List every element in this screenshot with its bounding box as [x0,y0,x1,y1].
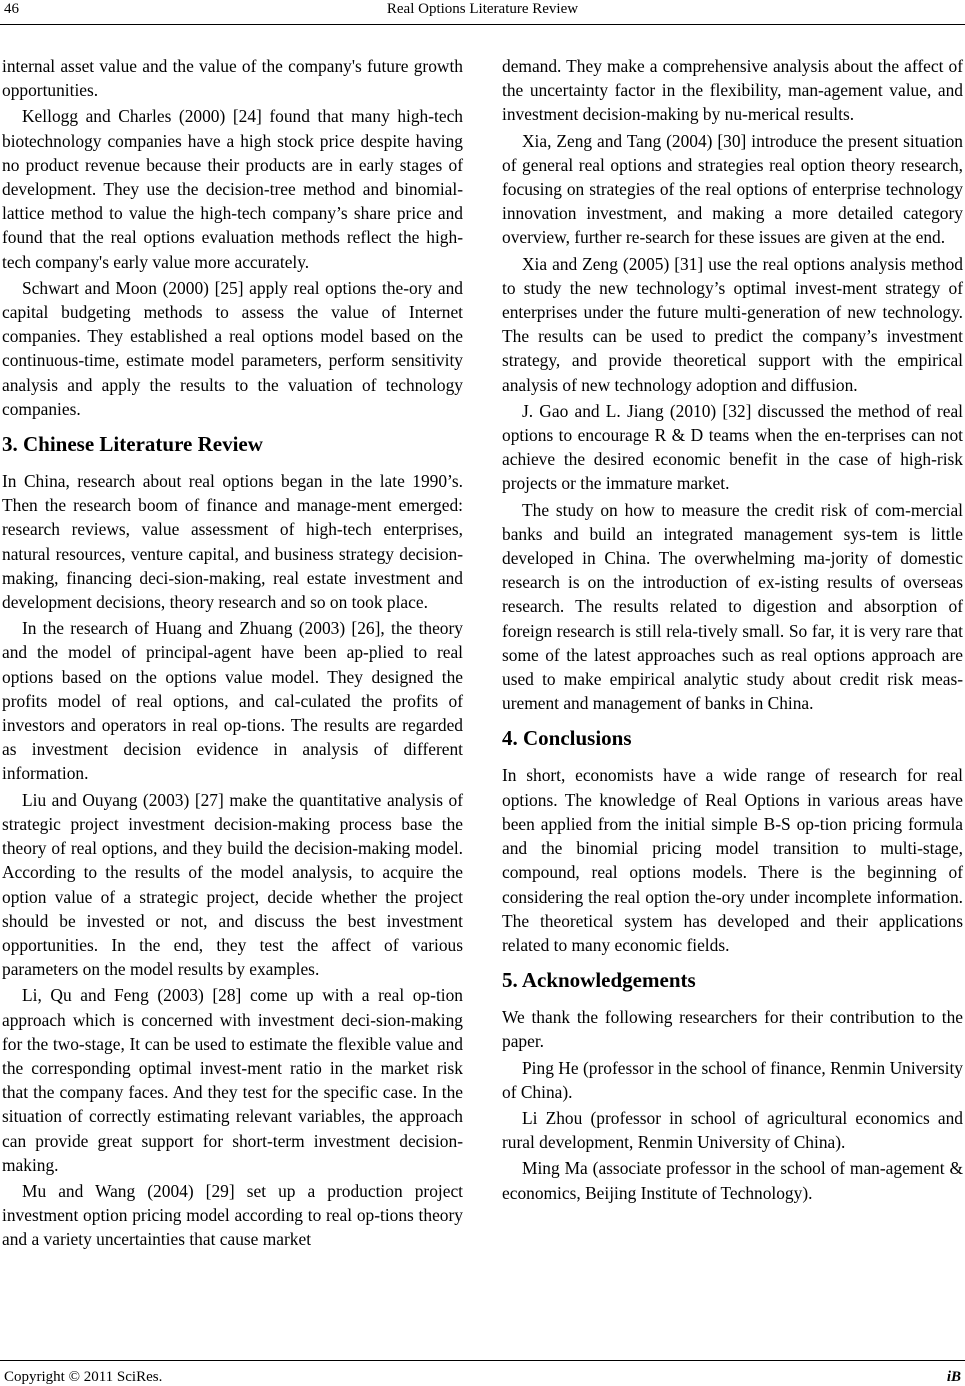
copyright-notice: Copyright © 2011 SciRes. [4,1369,163,1385]
paragraph: demand. They make a comprehensive analysis about the affect of the uncertainty factor in the flexibility, man-agement value, and investment decision-making by nu-merical results. [502,56,963,125]
page-footer [0,1360,965,1386]
section-heading-chinese-literature-review: 3. Chinese Literature Review [2,432,263,457]
page-header [0,0,965,28]
section-heading-acknowledgements: 5. Acknowledgements [502,968,696,993]
paragraph: Ping He (professor in the school of finance, Renmin University of China). [502,1057,963,1102]
section-heading-conclusions: 4. Conclusions [502,726,632,751]
paragraph: Xia, Zeng and Tang (2004) [30] introduce the present situation of general real options and strategies real option theory research, focusing on strategies of the real options of enterprise technology innovation investment, and making a more detailed category overview, further re-search for these issues are given at the end. [502,130,963,248]
header-rule [0,24,965,25]
paragraph: In short, economists have a wide range of research for real options. The knowledge of Real Options in various areas have been applied from the initial simple B-S op-tion pricing formula and the binomial pricing model transition to multi-stage, compound, real options models. There is the beginning of considering the real option the-ory under incomplete information. The theoretical system has developed and their applications related to many economic fields. [502,765,963,955]
left-column [2,54,463,1254]
paragraph: The study on how to measure the credit risk of com-mercial banks and build an integrated management sys-tem is little developed in China. The overwhelming ma-jority of domestic research is on the introduction of ex-isting results of overseas research. The results related to digestion and absorption of foreign research is still rela-tively small. So far, it is very rare that some of the latest approaches such as real options approach are used to make empirical analytic study about credit risk meas-urement and management of banks in China. [502,499,963,714]
paragraph: Li Zhou (professor in school of agricultural economics and rural development, Renmin University of China). [502,1107,963,1153]
page-number: 46 [4,1,19,17]
footer-rule [0,1360,965,1361]
paragraph: Xia and Zeng (2005) [31] use the real options analysis method to study the new technology’s optimal invest-ment strategy of enterprises under the future multi-generation of new technology. The results can be used to predict the company’s investment strategy, and provide theoretical support with the empirical analysis of new technology adoption and diffusion. [502,253,963,395]
paragraph: Schwart and Moon (2000) [25] apply real options the-ory and capital budgeting methods to assess the value of Internet companies. They established a real options model based on the continuous-time, estimate model parameters, perform sensitivity analysis and apply the results to the valuation of technology companies. [2,277,463,419]
paragraph: Kellogg and Charles (2000) [24] found that many high-tech biotechnology companies have a high stock price despite having no product revenue because their products are in early stages of development. They use the decision-tree method and binomial-lattice method to value the high-tech company’s share price and found that the real options evaluation methods reflect the high-tech company's early value more accurately. [2,106,463,272]
paragraph: In the research of Huang and Zhuang (2003) [26], the theory and the model of principal-agent have been ap-plied to real options based on the options value model. They designed the profits model of real options, and cal-culated the profits of investors and operators in real op-tions. The results are regarded as investment decision evidence in analysis of different information. [2,618,463,784]
paragraph: Ming Ma (associate professor in the school of man-agement & economics, Beijing Institute of Technology). [502,1158,963,1203]
paragraph: Liu and Ouyang (2003) [27] make the quantitative analysis of strategic project investment decision-making process base the theory of real options, and they build the decision-making model. According to the results of the model analysis, to acquire the option value of a strategic project, decide whether the project should be invested or not, and discuss the best investment opportunities. In the end, they test the affect of various parameters on the model results by examples. [2,789,463,980]
paragraph: J. Gao and L. Jiang (2010) [32] discussed the method of real options to encourage R & D teams when the en-terprises can not achieve the desired economic benefit in the case of high-risk projects or the immature market. [502,400,963,494]
running-title: Real Options Literature Review [386,1,579,17]
paragraph: We thank the following researchers for their contribution to the paper. [502,1007,963,1052]
paragraph: In China, research about real options began in the late 1990’s. Then the research boom of finance and manage-ment emerged: research reviews, value assessment of high-tech enterprises, natural resources, venture capital, and business strategy decision-making, financing deci-sion-making, real estate investment and development decisions, theory research and so on took place. [2,471,463,613]
paragraph: Li, Qu and Feng (2003) [28] come up with a real op-tion approach which is concerned with investment deci-sion-making for the two-stage, It can be used to estimate the flexible value and the corresponding optimal invest-ment ratio in the market risk that the company faces. And they test for the specific case. In the situation of correctly estimating relevant variables, the approach can provide great support for short-term investment decision-making. [2,985,463,1175]
right-column [502,54,963,1207]
paragraph: Mu and Wang (2004) [29] set up a production project investment option pricing model according to real op-tions theory and a variety uncertainties that cause market [2,1180,463,1250]
journal-abbreviation: iB [946,1369,961,1385]
paragraph: internal asset value and the value of the company's future growth opportunities. [2,56,463,101]
